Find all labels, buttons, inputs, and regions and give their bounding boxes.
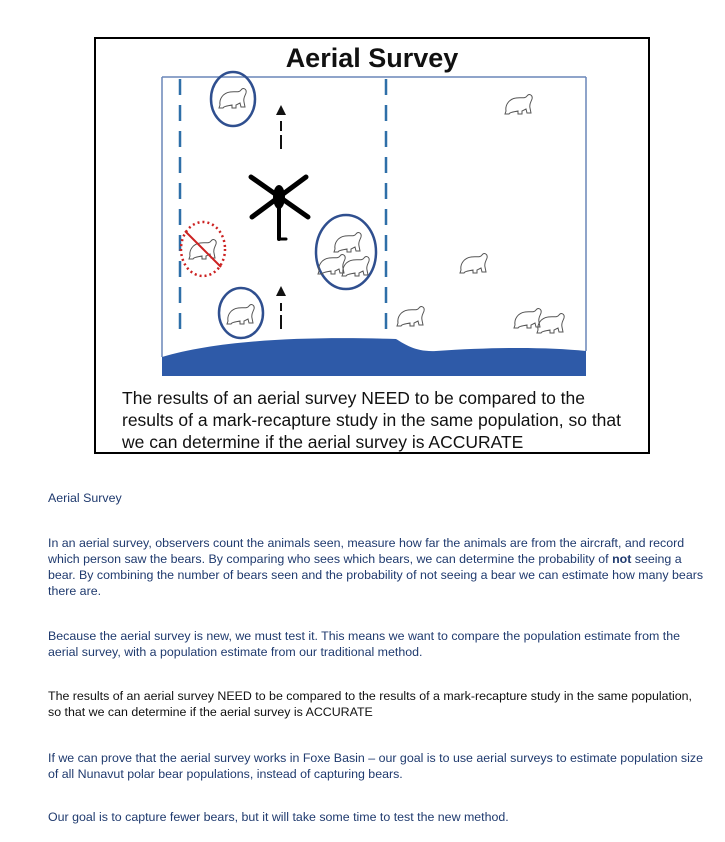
bear-icon xyxy=(505,95,532,114)
missed-bear-icon xyxy=(181,222,225,276)
paragraph-goal-capture: Our goal is to capture fewer bears, but it will take some time to test the new method. xyxy=(48,810,509,824)
direction-arrow-icon xyxy=(276,105,286,149)
slide-title: Aerial Survey xyxy=(285,43,459,73)
detected-bear-icon xyxy=(219,288,263,338)
paragraph-method-text: In an aerial survey, observers count the animals seen, measure how far the animals are from the aircraft, and record which person saw the bears. By comparing who sees which bears, we can determine the probability of xyxy=(48,536,685,566)
bear-icon xyxy=(397,307,424,326)
direction-arrow-icon xyxy=(276,286,286,329)
bear-icon xyxy=(460,254,487,273)
paragraph-method-text-end: seeing a bear. By combining the number of bears seen and the probability of not seeing a bear we can estimate how many bears there are. xyxy=(48,552,704,598)
paragraph-method xyxy=(48,535,708,599)
bear-icon xyxy=(537,314,564,333)
paragraph-goal-nunavut: If we can prove that the aerial survey works in Foxe Basin – our goal is to use aerial surveys to estimate population size of all Nunavut polar bear populations, instead of capturing bears. xyxy=(48,751,703,781)
slide-caption: The results of an aerial survey NEED to be compared to the results of a mark-recapture study in the same population, so that we can determine if the aerial survey is ACCURATE xyxy=(122,388,622,452)
helicopter-icon xyxy=(251,177,308,239)
emphasis-not: not xyxy=(612,552,632,566)
water-area xyxy=(162,338,586,376)
paragraph-test: Because the aerial survey is new, we must test it. This means we want to compare the population estimate from the aerial survey, with a population estimate from our traditional method. xyxy=(48,629,681,659)
detected-bear-group-icon xyxy=(316,215,376,289)
bear-icon xyxy=(514,309,541,328)
study-area-frame xyxy=(162,77,586,357)
paragraph-compare: The results of an aerial survey NEED to be compared to the results of a mark-recapture study in the same population, so that we can determine if the aerial survey is ACCURATE xyxy=(48,689,692,719)
detected-bear-icon xyxy=(211,72,255,126)
slide-figure xyxy=(94,37,650,454)
section-heading: Aerial Survey xyxy=(48,491,122,505)
